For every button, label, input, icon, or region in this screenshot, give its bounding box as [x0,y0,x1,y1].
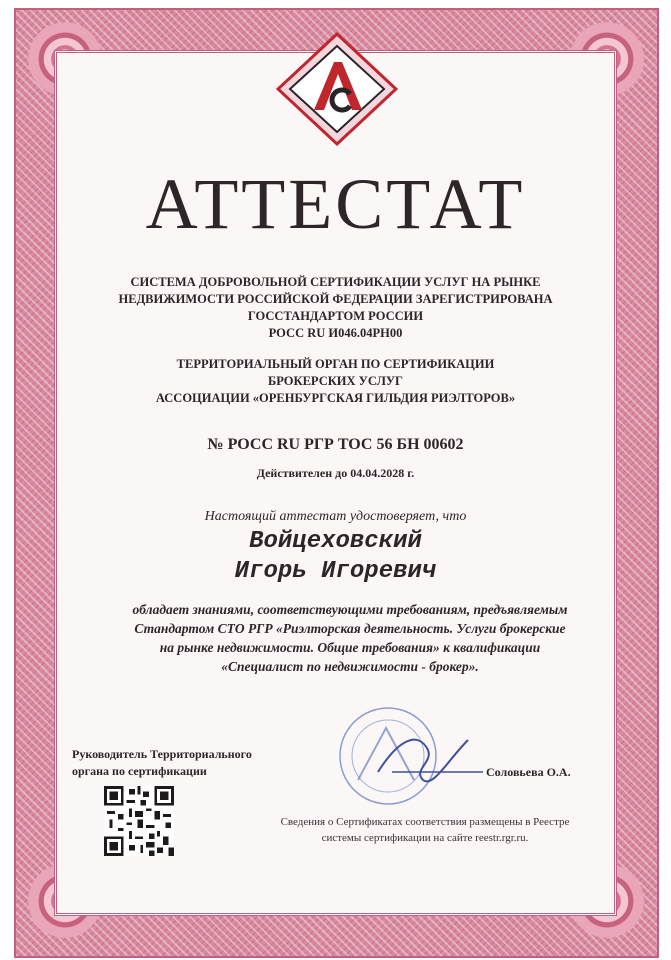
registry-line-1: Сведения о Сертификатах соответствия размещены в Реестре [280,816,570,828]
organ-line-3: АССОЦИАЦИИ «ОРЕНБУРГСКАЯ ГИЛЬДИЯ РИЭЛТОРОВ» [155,391,516,405]
body-line-2: Стандартом СТО РГР «Риэлторская деятельность. Услуги брокерские [134,621,566,636]
signer-line-2: органа по сертификации [72,764,207,778]
holder-surname: Войцеховский [249,528,422,555]
certificate-number: № РОСС RU РГР ТОС 56 БН 00602 [207,436,464,453]
registry-notice [240,814,610,846]
organ-block [60,356,611,407]
qr-code-icon [104,786,174,856]
holder-given-names: Игорь Игоревич [234,558,437,585]
valid-until: Действителен до 04.04.2028 г. [256,466,415,480]
organ-line-2: БРОКЕРСКИХ УСЛУГ [267,374,404,388]
signer-title [72,746,252,780]
guild-logo-icon [276,32,398,146]
signer-line-1: Руководитель Территориального [72,747,252,761]
system-block [60,274,611,342]
registry-line-2: системы сертификации на сайте reestr.rgr.ru. [321,832,529,844]
system-line-1: СИСТЕМА ДОБРОВОЛЬНОЙ СЕРТИФИКАЦИИ УСЛУГ НА РЫНКЕ [130,275,541,289]
system-registration: РОСС RU И046.04РН00 [268,326,403,340]
body-line-4: «Специалист по недвижимости - брокер». [221,659,479,674]
system-line-3: ГОССТАНДАРТОМ РОССИИ [247,309,424,323]
system-line-2: НЕДВИЖИМОСТИ РОССИЙСКОЙ ФЕДЕРАЦИИ ЗАРЕГИСТРИРОВАНА [118,292,553,306]
organ-line-1: ТЕРРИТОРИАЛЬНЫЙ ОРГАН ПО СЕРТИФИКАЦИИ [176,357,495,371]
signer-name: Соловьева О.А. [486,765,571,779]
document-title: АТТЕСТАТ [145,164,526,244]
qualification-text [80,600,620,676]
intro-text: Настоящий аттестат удостоверяет, что [204,509,467,524]
stamp-and-signature-icon [318,700,488,810]
body-line-3: на рынке недвижимости. Общие требования» к квалификации [159,640,541,655]
body-line-1: обладает знаниями, соответствующими требованиям, предъявляемым [132,602,568,617]
